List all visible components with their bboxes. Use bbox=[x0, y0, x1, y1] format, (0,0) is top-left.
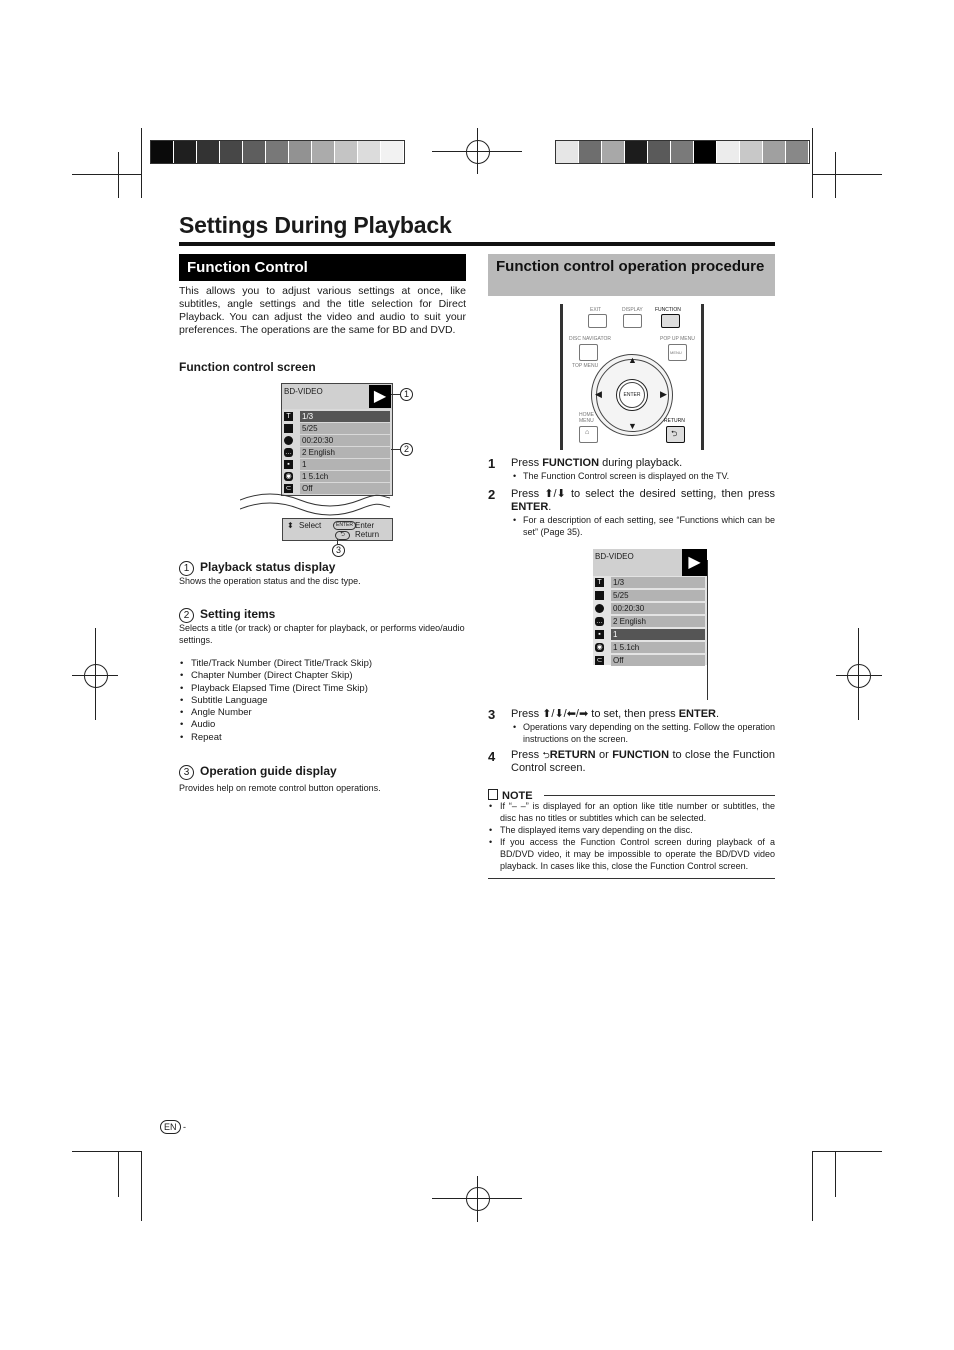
note-heading: NOTE bbox=[488, 790, 533, 802]
item-operation-guide: 3 Operation guide display bbox=[179, 764, 337, 780]
subtitle-icon: … bbox=[596, 618, 603, 625]
setting-items-list bbox=[179, 658, 466, 744]
callout-2: 2 bbox=[400, 443, 413, 456]
clock-icon bbox=[595, 604, 604, 613]
osd-row-chapter: 5/25 bbox=[282, 423, 392, 434]
step-2-number: 2 bbox=[488, 487, 496, 502]
list-item: • Playback Elapsed Time (Direct Time Skip) bbox=[179, 683, 466, 695]
function-control-intro: This allows you to adjust various settings at once, like subtitles, angle settings and the title selection for Direct Playback. You can adjust the video and audio to suit your preferences. The operations are the same for BD and DVD. bbox=[179, 285, 466, 336]
note-item: • If you access the Function Control screen during playback of a BD/DVD video, it may be impossible to operate the BD/DVD video playback. In cases like this, close the Function Control screen. bbox=[489, 837, 775, 871]
play-icon: ▶ bbox=[682, 549, 707, 576]
page-marker: EN - bbox=[160, 1120, 186, 1134]
step-3-note: • Operations vary depending on the setting. Follow the operation instructions on the screen. bbox=[513, 722, 775, 744]
down-arrow-icon: ▼ bbox=[628, 421, 637, 431]
callout-3: 3 bbox=[332, 544, 345, 557]
osd2-row-chapter: 5/25 bbox=[593, 590, 707, 602]
home-menu-button bbox=[579, 426, 598, 443]
list-item: • Repeat bbox=[179, 732, 466, 744]
osd-disc-type: BD-VIDEO bbox=[284, 387, 323, 396]
angle-icon: ▪ bbox=[284, 460, 293, 469]
item-operation-guide-desc: Provides help on remote control button operations. bbox=[179, 783, 381, 793]
function-control-heading: Function Control bbox=[179, 254, 466, 281]
step-1-text: Press FUNCTION during playback. bbox=[511, 457, 683, 469]
osd-row-subtitle: … 2 English bbox=[282, 447, 392, 458]
exit-button bbox=[588, 314, 607, 328]
return-icon: ⮌ bbox=[542, 750, 550, 760]
step-3-number: 3 bbox=[488, 707, 496, 722]
title-icon: T bbox=[595, 578, 604, 587]
guide-select: Select bbox=[299, 521, 322, 530]
figure-edge-line bbox=[707, 560, 708, 700]
return-button bbox=[666, 426, 685, 443]
left-arrow-icon: ◀ bbox=[595, 389, 602, 399]
clock-icon bbox=[284, 436, 293, 445]
page-title: Settings During Playback bbox=[179, 212, 452, 238]
screen-break-lines bbox=[240, 492, 392, 516]
osd-row-audio: ◉ 1 5.1ch bbox=[282, 471, 392, 482]
play-icon: ▶ bbox=[369, 385, 391, 408]
osd-row-repeat: ⊂ Off bbox=[282, 483, 392, 494]
item-playback-status: 1 Playback status display bbox=[179, 560, 335, 576]
step-4-text: Press ⮌RETURN or FUNCTION to close the Function Control screen. bbox=[511, 749, 775, 774]
osd2-row-angle: ▪ 1 bbox=[593, 629, 707, 641]
enter-button: ENTER bbox=[616, 379, 648, 411]
list-item: • Angle Number bbox=[179, 707, 466, 719]
osd2-row-time: 00:20:30 bbox=[593, 603, 707, 615]
subtitle-icon: … bbox=[285, 449, 292, 456]
direction-pad bbox=[591, 354, 673, 436]
up-arrow-icon: ▲ bbox=[628, 355, 637, 365]
osd2-row-repeat: ⊂ Off bbox=[593, 655, 707, 667]
guide-return: Return bbox=[355, 530, 380, 539]
osd-row-time: 00:20:30 bbox=[282, 435, 392, 446]
list-item: • Subtitle Language bbox=[179, 695, 466, 707]
repeat-icon: ⊂ bbox=[596, 657, 603, 664]
osd2-row-subtitle: … 2 English bbox=[593, 616, 707, 628]
list-item: • Title/Track Number (Direct Title/Track Skip) bbox=[179, 658, 466, 670]
remote-control-figure: EXIT DISPLAY FUNCTION DISC NAVIGATOR POP UP MENU MENU TOP MENU ▲ ▼ ◀ ▶ ENTER HOME MENU ⌂ RETURN ⮌ bbox=[560, 304, 704, 450]
osd2-header: BD-VIDEO bbox=[593, 549, 707, 576]
step-1-number: 1 bbox=[488, 456, 496, 471]
right-arrow-icon: ▶ bbox=[660, 389, 667, 399]
guide-enter: Enter bbox=[355, 521, 375, 530]
note-item: • The displayed items vary depending on the disc. bbox=[489, 825, 693, 835]
disc-navigator-button bbox=[579, 344, 598, 361]
note-icon bbox=[488, 789, 498, 800]
audio-icon: ◉ bbox=[596, 644, 603, 651]
language-badge: EN bbox=[160, 1120, 181, 1134]
function-control-screen-heading: Function control screen bbox=[179, 360, 316, 374]
note-section bbox=[488, 786, 775, 879]
list-item: • Chapter Number (Direct Chapter Skip) bbox=[179, 670, 466, 682]
item-setting-items-desc: Selects a title (or track) or chapter for playback, or performs video/audio settings. bbox=[179, 623, 465, 645]
osd-row-angle: ▪ 1 bbox=[282, 459, 392, 470]
angle-icon: ▪ bbox=[595, 630, 604, 639]
chapter-icon bbox=[284, 424, 293, 433]
note-bottom-rule bbox=[488, 878, 775, 879]
color-bar-right bbox=[555, 140, 810, 164]
return-key-icon: ⮌ bbox=[335, 531, 350, 540]
title-icon: T bbox=[284, 412, 293, 421]
step-2-text: Press ⬆/⬇ to select the desired setting, then press ENTER. bbox=[511, 488, 775, 513]
chapter-icon bbox=[595, 591, 604, 600]
callout-1: 1 bbox=[400, 388, 413, 401]
osd2-row-audio: ◉ 1 5.1ch bbox=[593, 642, 707, 654]
home-icon: ⌂ bbox=[585, 429, 590, 436]
osd2-row-title: T 1/3 bbox=[593, 577, 707, 589]
osd-screen bbox=[281, 383, 393, 496]
note-item: • If “– –” is displayed for an option like title number or subtitles, the disc has no titles or subtitles which can be selected. bbox=[489, 801, 775, 823]
osd-row-title: T 1/3 bbox=[282, 411, 392, 422]
return-icon: ⮌ bbox=[671, 429, 678, 438]
enter-key-icon: ENTER bbox=[333, 521, 356, 530]
title-rule bbox=[179, 242, 775, 246]
color-bar-left bbox=[150, 140, 405, 164]
step-3-text: Press ⬆/⬇/⬅/➡ to set, then press ENTER. bbox=[511, 708, 720, 720]
operation-procedure-heading: Function control operation procedure bbox=[488, 254, 775, 296]
step-2-note: • For a description of each setting, see “Functions which can be set” (Page 35). bbox=[513, 515, 775, 537]
function-button bbox=[661, 314, 680, 328]
step-4-number: 4 bbox=[488, 749, 496, 764]
step-1-note: • The Function Control screen is displayed on the TV. bbox=[513, 471, 730, 481]
display-button bbox=[623, 314, 642, 328]
audio-icon: ◉ bbox=[285, 473, 292, 480]
osd-guide-bar bbox=[282, 518, 393, 541]
osd-screen-2 bbox=[593, 549, 707, 665]
item-setting-items: 2 Setting items bbox=[179, 607, 275, 623]
list-item: • Audio bbox=[179, 719, 466, 731]
updown-arrow-icon: ⬍ bbox=[287, 521, 294, 530]
item-playback-status-desc: Shows the operation status and the disc type. bbox=[179, 576, 361, 586]
repeat-icon: ⊂ bbox=[285, 485, 292, 492]
